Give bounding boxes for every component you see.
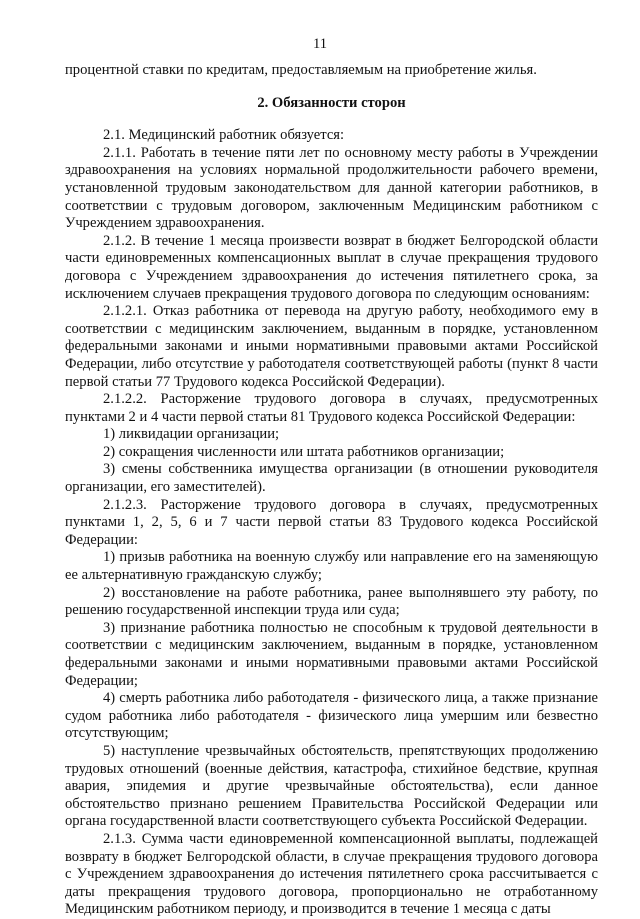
paragraph-2-1-1: 2.1.1. Работать в течение пяти лет по основному месту работы в Учреждении здравоохранения на условиях нормальной продолжительности рабочего времени, установленной трудовым законодательством для данной категории работников, в соответствии с трудовым договором, заключенным Медицинским работником с Учреждением здравоохранения. (65, 144, 598, 232)
list-item: 2) сокращения численности или штата работников организации; (103, 443, 505, 460)
page-number: 11 (312, 36, 328, 52)
list-item: 2) восстановление на работе работника, ранее выполнявшего эту работу, по решению государственной инспекции труда или суда; (65, 584, 598, 619)
list-item: 5) наступление чрезвычайных обстоятельств, препятствующих продолжению трудовых отношений (военные действия, катастрофа, стихийное бедствие, крупная авария, эпидемия и другие чрезвычайные обстоятельства), если данное обстоятельство признано решением Правительства Российской Федерации или органа государственной власти соответствующего субъекта Российской Федерации. (65, 742, 598, 830)
list-item: 1) призыв работника на военную службу или направление его на заменяющую ее альтернативную гражданскую службу; (65, 549, 598, 584)
list-item: 1) ликвидации организации; (103, 426, 280, 443)
list-item: 3) смены собственника имущества организации (в отношении руководителя организации, его заместителей). (65, 461, 598, 496)
list-item: 4) смерть работника либо работодателя - физического лица, а также признание судом работника либо работодателя - физического лица умершим или безвестно отсутствующим; (65, 690, 598, 742)
paragraph-2-1-2-1: 2.1.2.1. Отказ работника от перевода на другую работу, необходимого ему в соответствии с медицинским заключением, выданным в порядке, установленном федеральными законами и иными нормативными правовыми актами Российской Федерации, либо отсутствие у работодателя соответствующей работы (пункт 8 части первой статьи 77 Трудового кодекса Российской Федерации). (65, 303, 598, 390)
paragraph-2-1-2: 2.1.2. В течение 1 месяца произвести возврат в бюджет Белгородской области части единовременных компенсационных выплат в случае прекращения трудового договора с Учреждением здравоохранения до истечения пятилетнего срока, за исключением случаев прекращения трудового договора по следующим основаниям: (65, 232, 598, 302)
paragraph-2-1-2-2: 2.1.2.2. Расторжение трудового договора в случаях, предусмотренных пунктами 2 и 4 части первой статьи 81 Трудового кодекса Российской Федерации: (65, 391, 598, 425)
paragraph-2-1-2-3: 2.1.2.3. Расторжение трудового договора в случаях, предусмотренных пунктами 1, 2, 5, 6 и 7 части первой статьи 83 Трудового кодекса Российской Федерации: (65, 496, 598, 548)
document-body (65, 62, 598, 919)
paragraph-2-1: 2.1. Медицинский работник обязуется: (103, 127, 345, 144)
list-item: 3) признание работника полностью не способным к трудовой деятельности в соответствии с медицинским заключением, выданным в порядке, установленном федеральными законами и иными нормативными правовыми актами Российской Федерации; (65, 619, 598, 689)
intro-paragraph: процентной ставки по кредитам, предоставляемым на приобретение жилья. (65, 62, 537, 78)
paragraph-2-1-3: 2.1.3. Сумма части единовременной компенсационной выплаты, подлежащей возврату в бюджет Белгородской области, в случае прекращения трудового договора с Учреждением здравоохранения до истечения пятилетнего срока рассчитывается с даты прекращения трудового договора, пропорционально не отработанному Медицинским работником периоду, и производится в течение 1 месяца с даты (65, 830, 598, 918)
section-title: 2. Обязанности сторон (257, 94, 406, 111)
